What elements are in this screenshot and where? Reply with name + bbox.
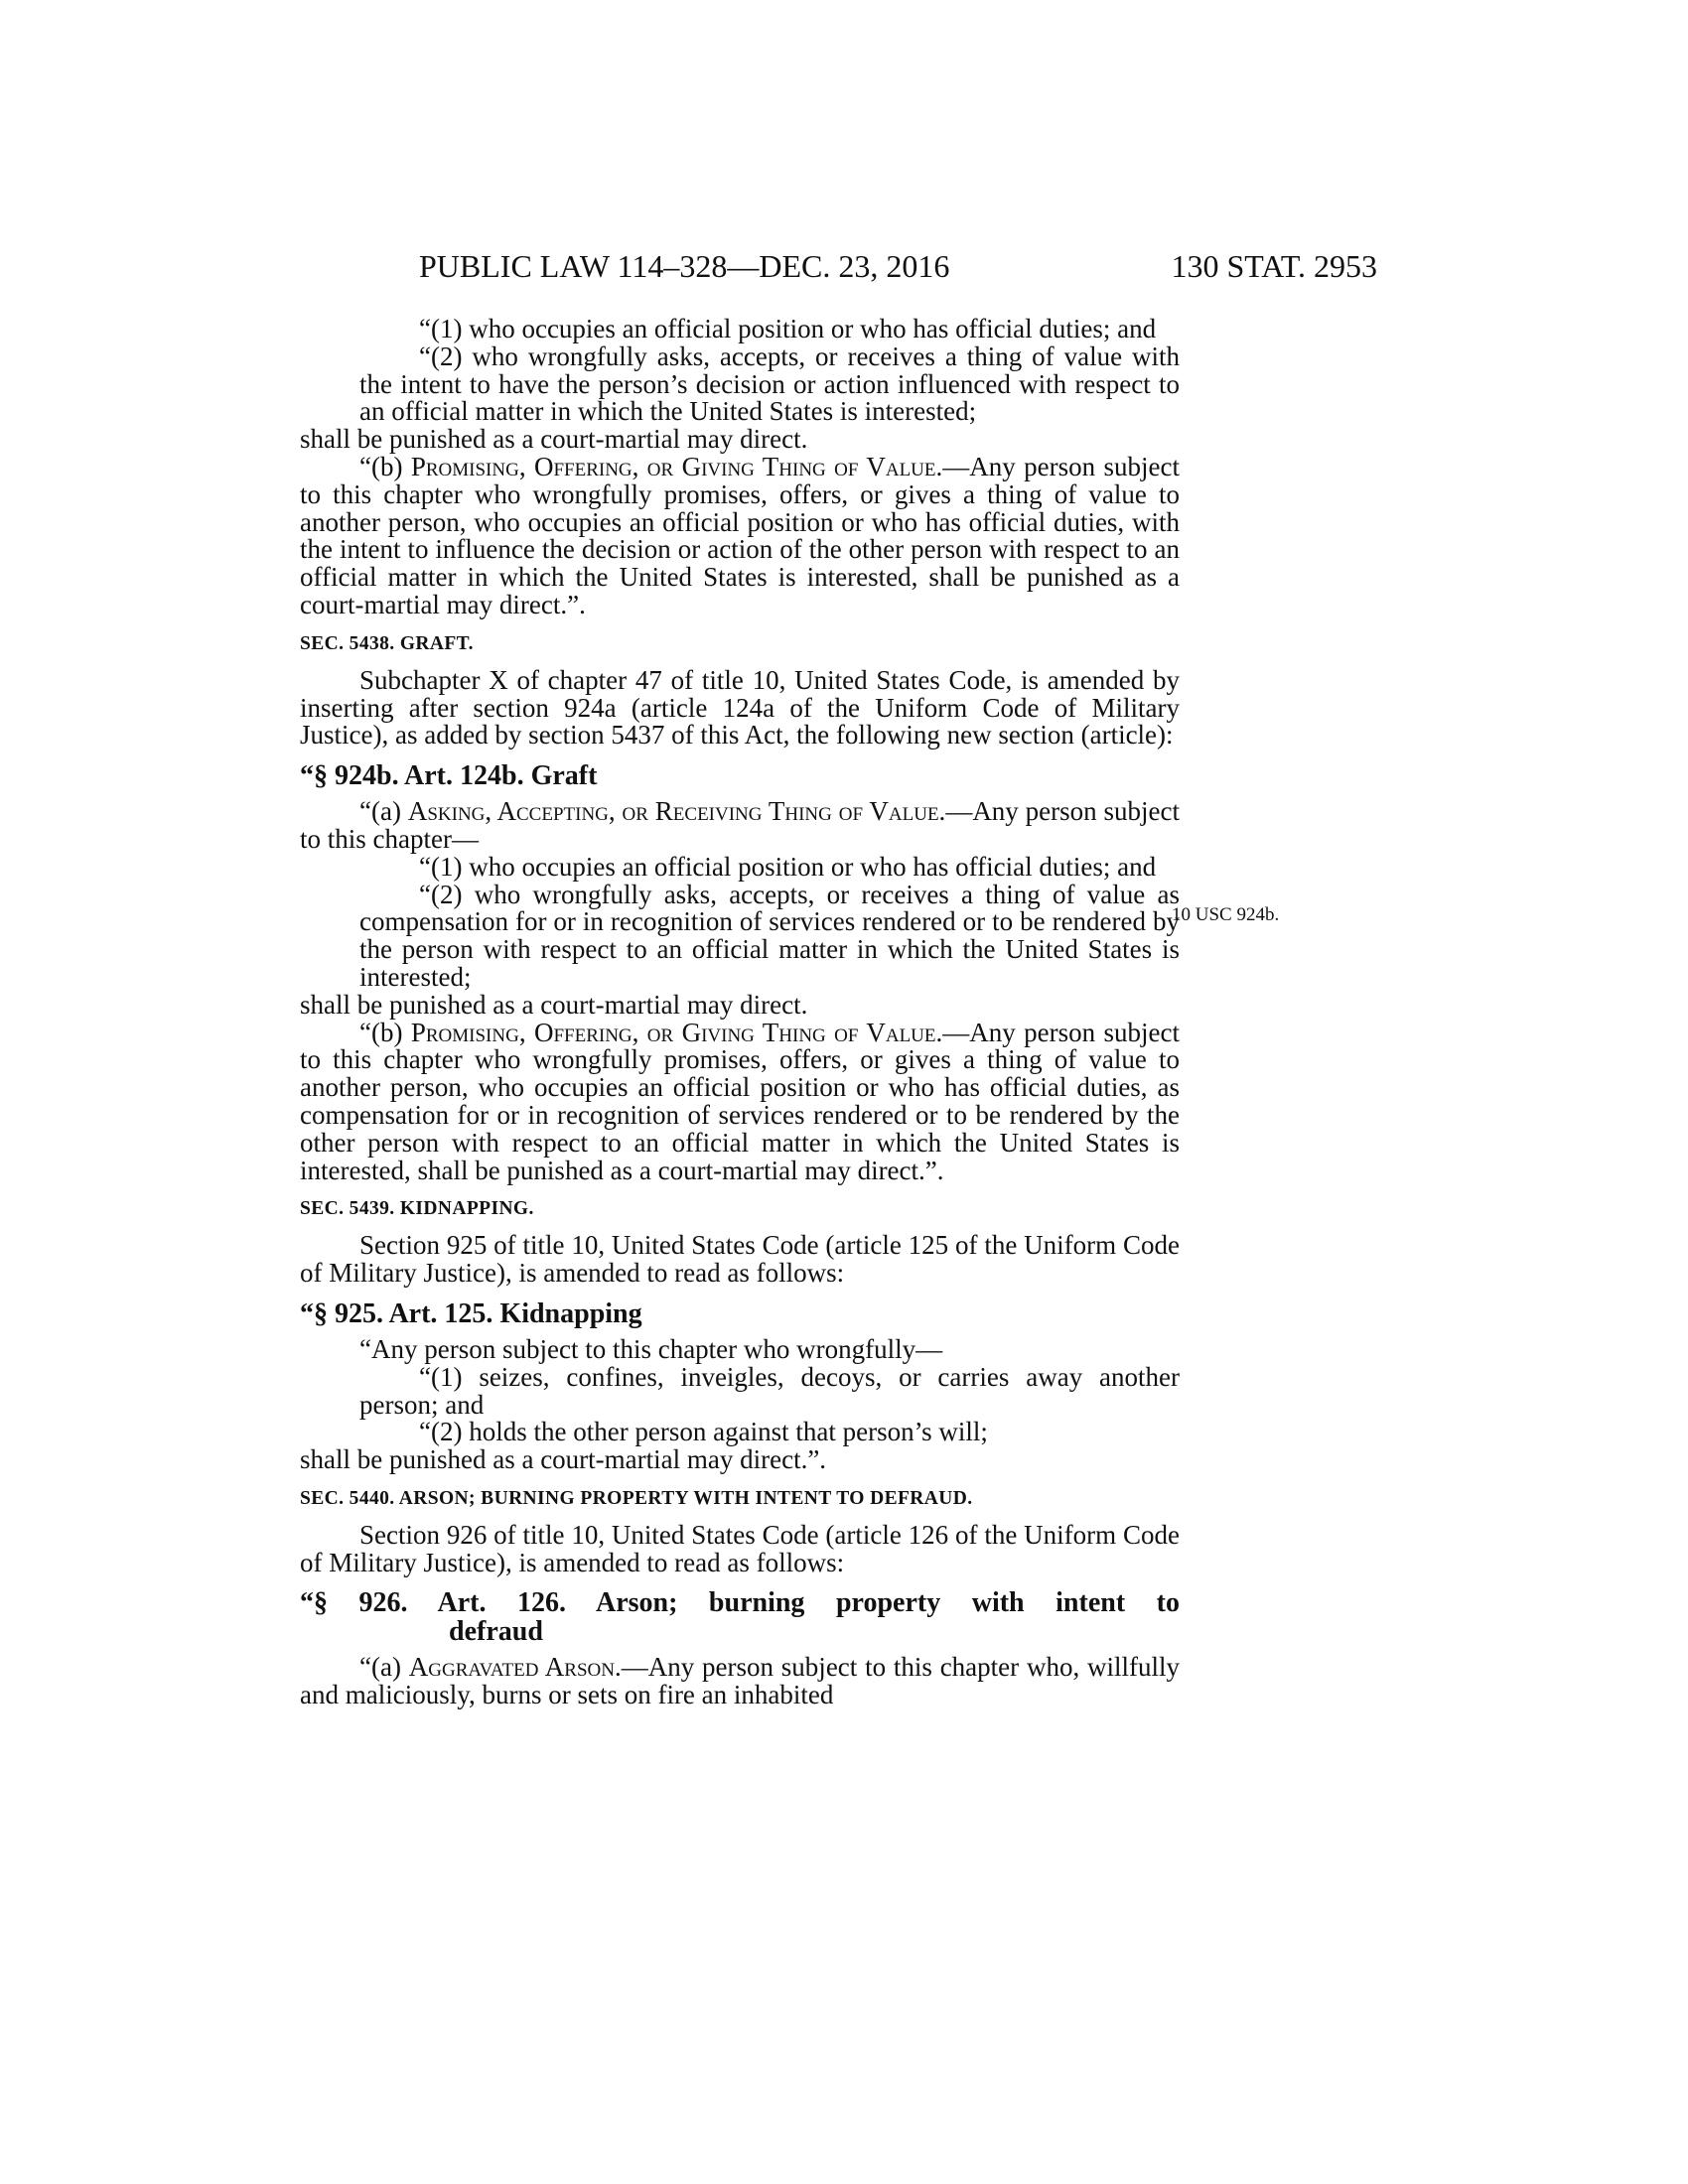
document-body bbox=[300, 316, 1180, 1709]
section-925-shall-punished: shall be punished as a court-martial may direct.”. bbox=[300, 1444, 827, 1475]
section-926-a-lead: “(a) bbox=[359, 1652, 409, 1683]
section-926-a-caption: Aggravated Arson. bbox=[408, 1652, 622, 1683]
section-924b-shall-punished: shall be punished as a court-martial may direct. bbox=[300, 989, 808, 1020]
section-heading-5438: SEC. 5438. GRAFT. bbox=[300, 632, 474, 654]
section-924b-b bbox=[300, 1017, 1181, 1185]
section-925-1: “(1) seizes, confines, inveigles, decoys, or carries away another person; and bbox=[359, 1361, 1180, 1420]
section-926-heading-line1: “§ 926. Art. 126. Arson; burning property with intent to bbox=[300, 1587, 1180, 1619]
statute-page-number: 130 STAT. 2953 bbox=[1171, 248, 1377, 284]
page-header bbox=[300, 246, 1377, 286]
section-heading-5439: SEC. 5439. KIDNAPPING. bbox=[300, 1198, 534, 1220]
section-926-heading-continued: defraud bbox=[449, 1616, 543, 1648]
section-926-heading bbox=[300, 1588, 1180, 1617]
section-924b-heading: “§ 924b. Art. 124b. Graft bbox=[300, 760, 598, 792]
section-924b-b-caption: Promising, Offering, or Giving Thing of Value. bbox=[410, 1017, 943, 1047]
paragraph-a1: “(1) who occupies an official position or who has official duties; and bbox=[419, 314, 1157, 343]
paragraph-b-text: —Any person subject to this chapter who wrongfully promises, offers, or gives a thing of value to another person, who occupies an official position or who has official duties, with the intent to influence the decision or action of the other person with respect to an official matter in which the United States is interested, shall be punished as a court-martial may direct.”. bbox=[300, 451, 1181, 619]
section-heading-5440: SEC. 5440. ARSON; BURNING PROPERTY WITH INTENT TO DEFRAUD. bbox=[300, 1487, 973, 1509]
paragraph-shall-punished: shall be punished as a court-martial may direct. bbox=[300, 424, 808, 455]
section-924b-a-text: —Any person subject to this chapter— bbox=[300, 796, 1181, 854]
section-924b-a2: “(2) who wrongfully asks, accepts, or receives a thing of value as compensation for or in recognition of services rendered or to be rendered by the person with respect to an official matter in which the United States is interested; bbox=[359, 879, 1180, 992]
paragraph-b-lead: “(b) bbox=[359, 451, 411, 481]
section-925-2: “(2) holds the other person against that person’s will; bbox=[419, 1417, 988, 1447]
section-5438-text: Subchapter X of chapter 47 of title 10, United States Code, is amended by inserting after section 924a (article 124a of the Uniform Code of Military Justice), as added by section 5437 of this Act, the following new section (article): bbox=[300, 664, 1180, 751]
running-head: PUBLIC LAW 114–328—DEC. 23, 2016 bbox=[419, 248, 950, 284]
section-924b-a-lead: “(a) bbox=[359, 796, 408, 827]
section-926-a bbox=[300, 1654, 1180, 1709]
margin-note-924b: 10 USC 924b. bbox=[1172, 904, 1280, 925]
section-924b-a-caption: Asking, Accepting, or Receiving Thing of Value. bbox=[407, 796, 946, 827]
section-924b-b-text: —Any person subject to this chapter who wrongfully promises, offers, or gives a thing of value to another person, who occupies an official position or who has official duties, as compensation for or in recognition of services rendered or to be rendered by the other person with respect to an official matter in which the United States is interested, shall be punished as a court-martial may direct.”. bbox=[300, 1017, 1181, 1185]
section-924b-a1: “(1) who occupies an official position or who has official duties; and bbox=[419, 851, 1157, 882]
section-926-a-text: —Any person subject to this chapter who, willfully and maliciously, burns or sets on fire an inhabited bbox=[300, 1652, 1180, 1710]
section-5440-text: Section 926 of title 10, United States Code (article 126 of the Uniform Code of Military Justice), is amended to read as follows: bbox=[300, 1519, 1180, 1577]
section-924b-b-lead: “(b) bbox=[359, 1017, 411, 1047]
section-5439-text: Section 925 of title 10, United States Code (article 125 of the Uniform Code of Military Justice), is amended to read as follows: bbox=[300, 1230, 1180, 1289]
section-924b-a bbox=[300, 798, 1180, 854]
paragraph-b-caption: Promising, Offering, or Giving Thing of Value. bbox=[410, 451, 943, 481]
paragraph-b bbox=[300, 451, 1181, 619]
paragraph-a2: “(2) who wrongfully asks, accepts, or receives a thing of value with the intent to have the person’s decision or action influenced with respect to an official matter in which the United States is interested; bbox=[359, 341, 1180, 427]
section-925-intro: “Any person subject to this chapter who wrongfully— bbox=[359, 1333, 943, 1364]
section-925-heading: “§ 925. Art. 125. Kidnapping bbox=[300, 1297, 642, 1329]
